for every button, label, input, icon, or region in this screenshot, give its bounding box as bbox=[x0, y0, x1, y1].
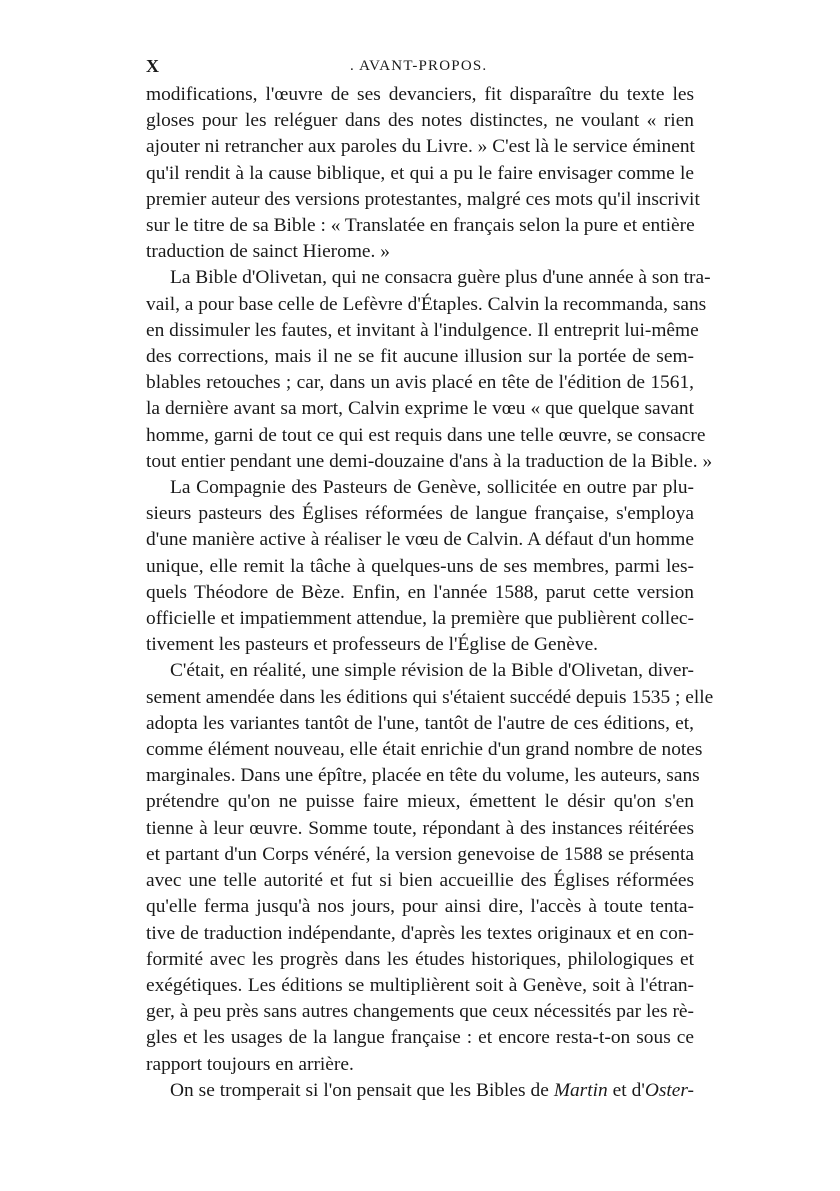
text-line: blables retouches ; car, dans un avis placé en tête de l'édition de 1561, bbox=[146, 372, 694, 394]
text-line: en dissimuler les fautes, et invitant à l'indulgence. Il entreprit lui-même bbox=[146, 319, 699, 341]
text-line: gloses pour les reléguer dans des notes distinctes, ne voulant « rien bbox=[146, 110, 694, 132]
text-line: tout entier pendant une demi-douzaine d'ans à la traduction de la Bible. » bbox=[146, 450, 713, 472]
text-line: adopta les variantes tantôt de l'une, tantôt de l'autre de ces éditions, et, bbox=[146, 712, 694, 734]
text-line: tive de traduction indépendante, d'après les textes originaux et en con- bbox=[146, 922, 694, 944]
text-line: prétendre qu'on ne puisse faire mieux, émettent le désir qu'on s'en bbox=[146, 791, 694, 813]
text-line: sur le titre de sa Bible : « Translatée en français selon la pure et entière bbox=[146, 215, 695, 237]
text-line: premier auteur des versions protestantes, malgré ces mots qu'il inscrivit bbox=[146, 188, 700, 210]
text-line: sieurs pasteurs des Églises réformées de langue française, s'employa bbox=[146, 503, 694, 525]
text-line: tienne à leur œuvre. Somme toute, répondant à des instances réitérées bbox=[146, 817, 694, 839]
text-line: La Bible d'Olivetan, qui ne consacra guère plus d'une année à son tra- bbox=[170, 267, 711, 289]
text-line: gles et les usages de la langue française : et encore resta-t-on sous ce bbox=[146, 1027, 694, 1049]
italic-name-oster: Oster- bbox=[644, 1079, 694, 1101]
text-fragment: On se tromperait si l'on pensait que les Bibles de bbox=[170, 1079, 554, 1101]
body-text bbox=[146, 82, 714, 1104]
text-line-last bbox=[146, 1078, 694, 1104]
text-line: formité avec les progrès dans les études historiques, philologiques et bbox=[146, 948, 694, 970]
text-line: exégétiques. Les éditions se multiplièrent soit à Genève, soit à l'étran- bbox=[146, 974, 694, 996]
page-folio: X bbox=[146, 56, 160, 76]
running-header bbox=[146, 52, 694, 82]
text-line: marginales. Dans une épître, placée en tête du volume, les auteurs, sans bbox=[146, 765, 700, 787]
text-line: homme, garni de tout ce qui est requis dans une telle œuvre, se consacre bbox=[146, 424, 706, 446]
text-line: comme élément nouveau, elle était enrichie d'un grand nombre de notes bbox=[146, 739, 703, 761]
text-line: tivement les pasteurs et professeurs de l'Église de Genève. bbox=[146, 634, 599, 656]
text-line: modifications, l'œuvre de ses devanciers, fit disparaître du texte les bbox=[146, 84, 694, 105]
text-line: d'une manière active à réaliser le vœu de Calvin. A défaut d'un homme bbox=[146, 529, 694, 551]
text-line: quels Théodore de Bèze. Enfin, en l'année 1588, parut cette version bbox=[146, 581, 694, 603]
text-line: et partant d'un Corps vénéré, la version genevoise de 1588 se présenta bbox=[146, 843, 694, 865]
text-line: ger, à peu près sans autres changements que ceux nécessités par les rè- bbox=[146, 1001, 694, 1023]
text-line: La Compagnie des Pasteurs de Genève, sollicitée en outre par plu- bbox=[170, 477, 694, 499]
text-line: qu'elle ferma jusqu'à nos jours, pour ainsi dire, l'accès à toute tenta- bbox=[146, 896, 694, 918]
text-line: vail, a pour base celle de Lefèvre d'Étaples. Calvin la recommanda, sans bbox=[146, 293, 707, 315]
text-line: ajouter ni retrancher aux paroles du Livre. » C'est là le service éminent bbox=[146, 136, 695, 158]
italic-name-martin: Martin bbox=[553, 1079, 608, 1101]
text-line: qu'il rendit à la cause biblique, et qui a pu le faire envisager comme le bbox=[146, 162, 694, 184]
text-line: officielle et impatiemment attendue, la première que publièrent collec- bbox=[146, 608, 694, 630]
running-title: . AVANT-PROPOS. bbox=[350, 58, 488, 74]
text-fragment: et d' bbox=[607, 1079, 645, 1101]
text-line: C'était, en réalité, une simple révision de la Bible d'Olivetan, diver- bbox=[170, 660, 694, 682]
document-page bbox=[146, 52, 714, 1104]
text-line: sement amendée dans les éditions qui s'étaient succédé depuis 1535 ; elle bbox=[146, 686, 714, 708]
text-line: traduction de sainct Hierome. » bbox=[146, 241, 390, 263]
text-line: unique, elle remit la tâche à quelques-uns de ses membres, parmi les- bbox=[146, 555, 694, 577]
text-line: des corrections, mais il ne se fit aucune illusion sur la portée de sem- bbox=[146, 346, 694, 368]
text-line: avec une telle autorité et fut si bien accueillie des Églises réformées bbox=[146, 870, 694, 892]
text-line: rapport toujours en arrière. bbox=[146, 1053, 354, 1075]
text-line: la dernière avant sa mort, Calvin exprime le vœu « que quelque savant bbox=[146, 398, 694, 420]
